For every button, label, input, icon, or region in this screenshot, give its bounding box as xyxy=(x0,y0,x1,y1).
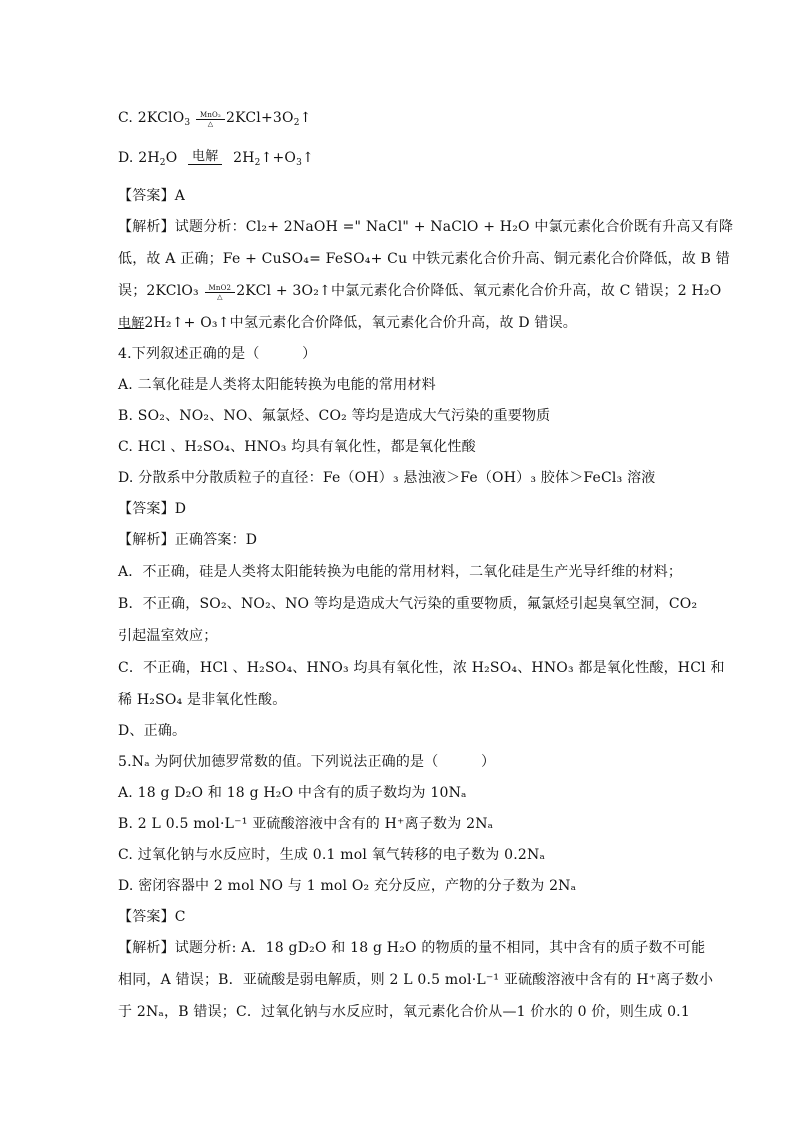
q5-stem: 5.Nₐ 为阿伏加德罗常数的值。下列说法正确的是（ ） xyxy=(118,754,496,770)
q5-analysis-line: 【解析】试题分析: A．18 gD₂O 和 18 g H₂O 的物质的量不相同，其中含有的质子数不可能 xyxy=(118,940,706,956)
q3-option-d: D. $2H_2O$ 电解 $2H_2↑+O_3↑$ xyxy=(118,149,314,168)
q4-analysis-line: 【解析】正确答案：D xyxy=(118,532,258,548)
q5-answer: 【答案】C xyxy=(118,909,186,925)
q5-option-a: A. 18 g D₂O 和 18 g H₂O 中含有的质子数均为 10Nₐ xyxy=(118,785,467,801)
q4-analysis-line: 引起温室效应； xyxy=(118,628,218,644)
q4-analysis-line: B．不正确，SO₂、NO₂、NO 等均是造成大气污染的重要物质，氟氯烃引起臭氧空洞，CO₂ xyxy=(118,596,698,612)
reaction-condition: MnO₂ △ xyxy=(196,111,225,128)
q5-analysis-line: 相同，A 错误；B．亚硫酸是弱电解质，则 2 L 0.5 mol·L⁻¹ 亚硫酸溶液中含有的 H⁺离子数小 xyxy=(118,972,714,988)
q4-stem: 4.下列叙述正确的是（ ） xyxy=(118,346,317,362)
q4-option-d: D. 分散系中分散质粒子的直径：Fe（OH）₃ 悬浊液＞Fe（OH）₃ 胶体＞FeCl₃ 溶液 xyxy=(118,470,656,486)
q4-option-c: C. HCl 、H₂SO₄、HNO₃ 均具有氧化性，都是氧化性酸 xyxy=(118,439,476,455)
q5-option-c: C. 过氧化钠与水反应时，生成 0.1 mol 氧气转移的电子数为 0.2Nₐ xyxy=(118,847,546,863)
q4-option-b: B. SO₂、NO₂、NO、氟氯烃、CO₂ 等均是造成大气污染的重要物质 xyxy=(118,408,551,424)
q4-option-a: A. 二氧化硅是人类将太阳能转换为电能的常用材料 xyxy=(118,377,436,393)
q3-analysis-line: 低，故 A 正确；Fe + CuSO₄= FeSO₄+ Cu 中铁元素化合价升高、铜元素化合价降低，故 B 错 xyxy=(118,251,730,267)
q3-option-c: C. 2KClO$_3$ MnO₂ △ $2KCl+3O_2↑$ xyxy=(118,110,312,128)
q4-answer: 【答案】D xyxy=(118,501,187,517)
electrolysis-condition: 电解 xyxy=(188,150,222,165)
q4-analysis-line: A．不正确，硅是人类将太阳能转换为电能的常用材料，二氧化硅是生产光导纤维的材料； xyxy=(118,564,683,580)
q5-analysis-line: 于 2Nₐ，B 错误；C．过氧化钠与水反应时，氧元素化合价从—1 价水的 0 价，则生成 0.1 xyxy=(118,1004,690,1020)
reaction-condition: MnO2 △ xyxy=(205,284,236,301)
q3-analysis-line: 误；2KClO₃ MnO2 △ 2KCl + 3O₂↑中氯元素化合价降低、氧元素化合价升高，故 C 错误；2 H₂O xyxy=(118,283,722,301)
q4-analysis-line: 稀 H₂SO₄ 是非氧化性酸。 xyxy=(118,692,287,708)
q3-answer: 【答案】A xyxy=(118,188,186,204)
q5-option-d: D. 密闭容器中 2 mol NO 与 1 mol O₂ 充分反应，产物的分子数为 2Nₐ xyxy=(118,878,577,894)
q3-analysis-line: 电解2H₂↑+ O₃↑中氢元素化合价降低，氧元素化合价升高，故 D 错误。 xyxy=(118,315,577,331)
q4-analysis-line: D、正确。 xyxy=(118,723,187,739)
q4-analysis-line: C．不正确，HCl 、H₂SO₄、HNO₃ 均具有氧化性，浓 H₂SO₄、HNO₃ 都是氧化性酸，HCl 和 xyxy=(118,660,725,676)
q5-option-b: B. 2 L 0.5 mol·L⁻¹ 亚硫酸溶液中含有的 H⁺离子数为 2Nₐ xyxy=(118,816,494,832)
q3-analysis-line: 【解析】试题分析：Cl₂+ 2NaOH =" NaCl" + NaClO + H₂O 中氯元素化合价既有升高又有降 xyxy=(118,219,734,235)
